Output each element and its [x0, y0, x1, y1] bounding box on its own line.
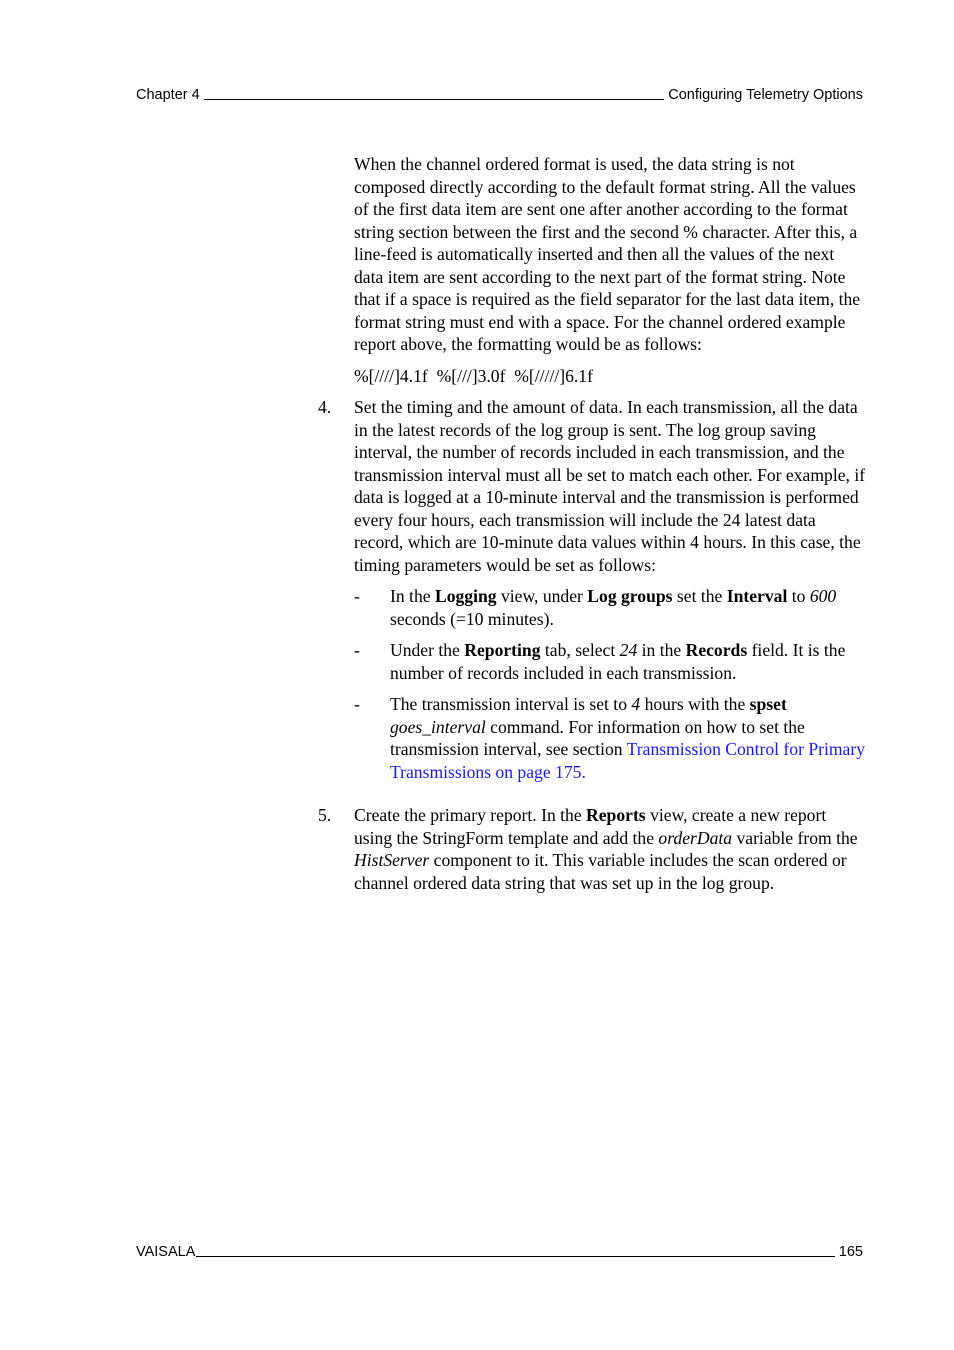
body-text: [318, 153, 866, 903]
header-rule: [204, 86, 665, 100]
dash-bullet: -: [354, 640, 360, 660]
ui-term-reports: Reports: [586, 805, 646, 825]
step-5-text: Create the primary report. In the Reports view, create a new report using the StringForm template and add the orderData variable from the HistServer component to it. This variable includes the scan ordered or channel ordered data string that was set up in the log group.: [354, 805, 858, 893]
step-number: 5.: [318, 805, 332, 825]
cross-reference-link[interactable]: Transmission Control for Primary Transmissions on page 175: [390, 739, 866, 782]
value-600: 600: [809, 586, 837, 606]
sub-item-logging-interval: [354, 585, 866, 630]
list-item-step-5: [318, 804, 866, 894]
list-item-step-4: [318, 396, 866, 576]
footer-rule: [196, 1243, 834, 1257]
sub-item-text: In the Logging view, under Log groups set the Interval to 600 seconds (=10 minutes).: [390, 586, 837, 629]
page-header: [136, 86, 863, 104]
dash-bullet: -: [354, 694, 360, 714]
page-footer: [136, 1243, 863, 1261]
step-number: 4.: [318, 397, 332, 417]
brand-label: VAISALA: [136, 1244, 196, 1260]
sub-item-records: [354, 639, 866, 684]
variable-orderdata: orderData: [658, 827, 733, 848]
ui-term-log-groups: Log groups: [587, 586, 673, 606]
page-number: 165: [838, 1244, 863, 1260]
command-arg-goes-interval: goes_interval: [390, 716, 486, 737]
sub-item-text: The transmission interval is set to 4 hours with the spset goes_interval command. For information on how to set the transmission interval, see section Transmission Control for Primary Transmissions on page 175.: [390, 694, 866, 782]
ui-term-logging: Logging: [434, 586, 497, 606]
ui-term-records: Records: [685, 640, 748, 660]
intro-paragraph: When the channel ordered format is used, the data string is not composed directly according to the default format string. All the values of the first data item are sent one after another according to the format string section between the first and the second % character. After this, a line-feed is automatically inserted and then all the values of the next data item are sent according to the next part of the format string. Note that if a space is required as the field separator for the last data item, the format string must end with a space. For the channel ordered example report above, the formatting would be as follows:: [354, 154, 861, 354]
chapter-label: Chapter 4: [136, 87, 200, 103]
format-string-example: %[////]4.1f %[///]3.0f %[/////]6.1f: [354, 365, 593, 386]
component-histserver: HistServer: [354, 850, 430, 870]
chapter-title: Configuring Telemetry Options: [668, 87, 863, 103]
sub-item-transmission-interval: [354, 693, 866, 783]
step-4-text: Set the timing and the amount of data. In each transmission, all the data in the latest records of the log group is sent. The log group saving interval, the number of records included in each transmission, and the transmission interval must all be set to match each other. For example, if data is logged at a 10-minute interval and the transmission is performed every four hours, each transmission will include the 24 latest data record, which are 10-minute data values within 4 hours. In this case, the timing parameters would be set as follows:: [354, 397, 866, 575]
value-24: 24: [619, 640, 638, 660]
ui-term-interval: Interval: [726, 586, 788, 606]
command-spset: spset: [749, 694, 787, 714]
sub-item-text: Under the Reporting tab, select 24 in the Records field. It is the number of records included in each transmission.: [390, 640, 846, 683]
value-4: 4: [631, 694, 641, 714]
dash-bullet: -: [354, 586, 360, 606]
ui-term-reporting: Reporting: [464, 640, 541, 660]
